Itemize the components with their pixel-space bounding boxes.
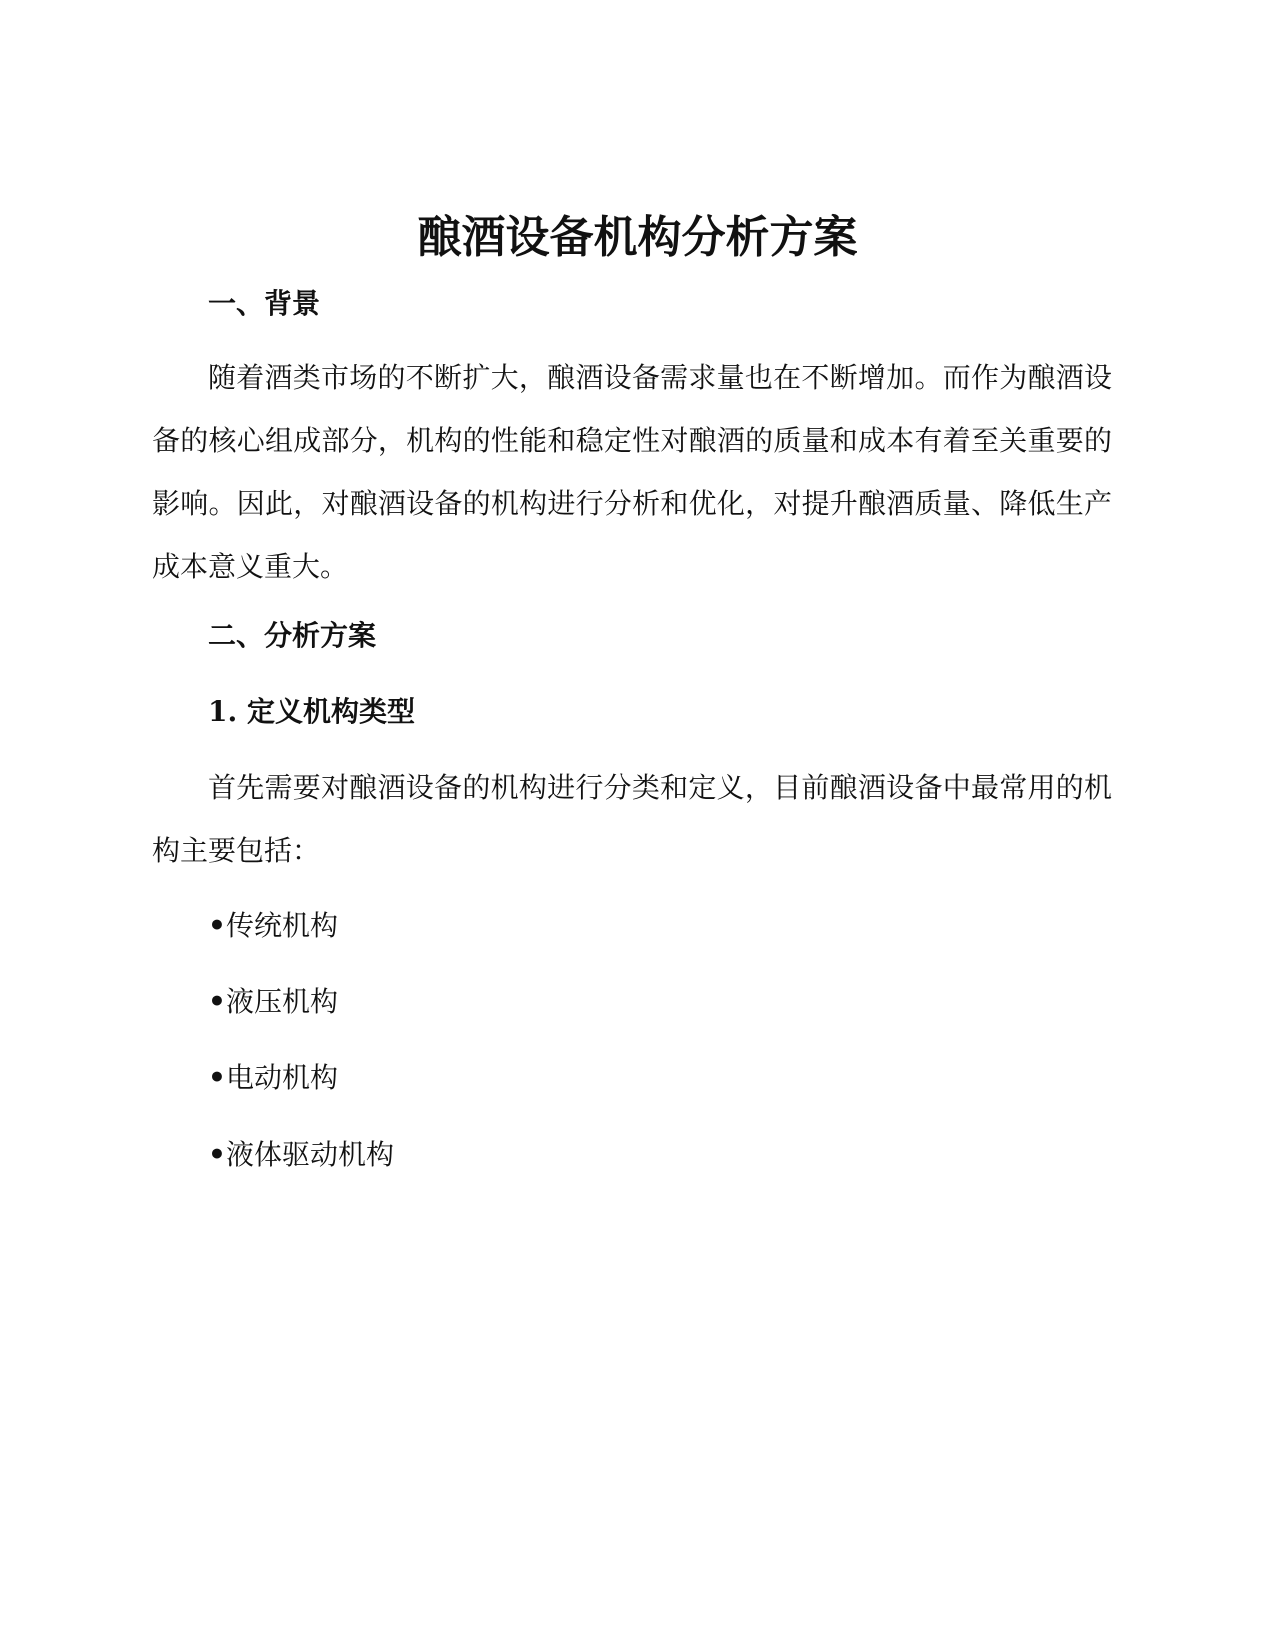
bullet-marker: •: [208, 909, 226, 942]
list-item-label: 传统机构: [226, 909, 339, 942]
bullet-marker: •: [208, 1061, 226, 1094]
background-paragraph: 随着酒类市场的不断扩大，酿酒设备需求量也在不断增加。而作为酿酒设备的核心组成部分，机构的性能和稳定性对酿酒的质量和成本有着至关重要的影响。因此，对酿酒设备的机构进行分析和优化，对提升酿酒质量、降低生产成本意义重大。: [152, 361, 1112, 583]
list-item: [208, 1135, 394, 1175]
subsection-heading-define-types: 1. 定义机构类型: [208, 695, 415, 728]
bullet-marker: •: [208, 1138, 226, 1171]
list-item: [208, 982, 338, 1022]
section-heading-analysis-plan: 二、分析方案: [208, 619, 377, 652]
list-item-label: 液压机构: [226, 985, 339, 1018]
list-item-label: 液体驱动机构: [226, 1138, 395, 1171]
list-item-label: 电动机构: [226, 1061, 339, 1094]
section-heading-background: 一、背景: [208, 287, 321, 320]
bullet-marker: •: [208, 985, 226, 1018]
document-title: 酿酒设备机构分析方案: [417, 212, 858, 263]
list-item: [208, 1058, 338, 1098]
list-item: [208, 906, 338, 946]
define-types-paragraph: 首先需要对酿酒设备的机构进行分类和定义，目前酿酒设备中最常用的机构主要包括：: [152, 771, 1112, 867]
